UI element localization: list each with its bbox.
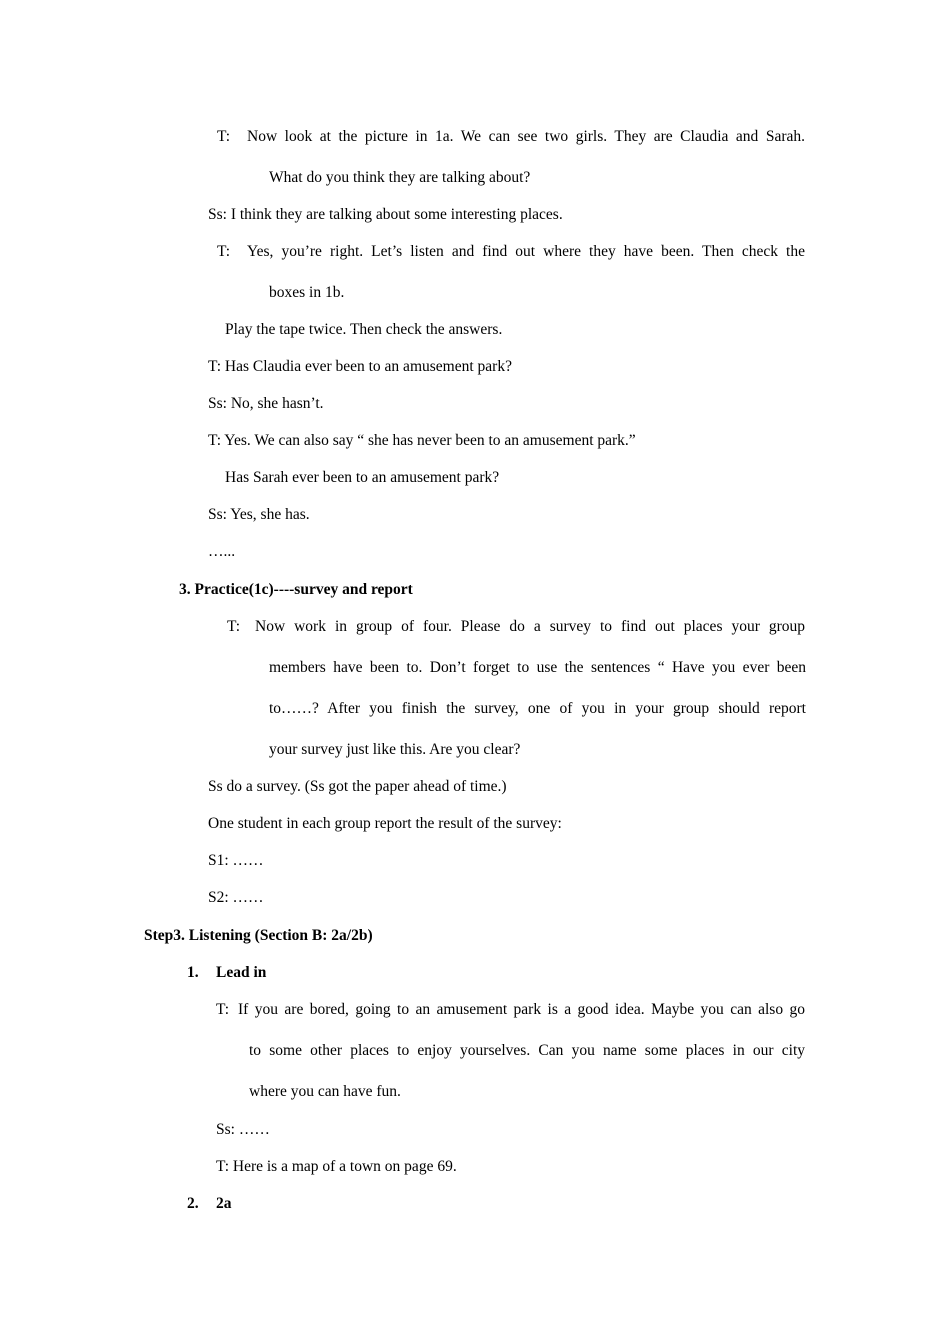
dialogue-line: Yes, you’re right. Let’s listen and find out where they have been. Then check the	[247, 243, 805, 260]
list-number: 1.	[187, 964, 199, 981]
dialogue-line: S2: ……	[208, 889, 264, 906]
dialogue-line: What do you think they are talking about?	[269, 169, 531, 186]
instruction-line: Ss do a survey. (Ss got the paper ahead of time.)	[208, 778, 507, 795]
subsection-heading: 2a	[216, 1195, 232, 1212]
dialogue-line: T: Here is a map of a town on page 69.	[216, 1158, 457, 1175]
speaker-label: T:	[227, 618, 241, 635]
dialogue-line: Ss: ……	[216, 1121, 270, 1138]
instruction-line: Play the tape twice. Then check the answers.	[225, 321, 503, 338]
dialogue-line: to some other places to enjoy yourselves. Can you name some places in our city	[249, 1042, 805, 1059]
ellipsis-line: …...	[208, 543, 236, 560]
section-heading: 3. Practice(1c)----survey and report	[179, 581, 413, 598]
dialogue-line: T: Has Claudia ever been to an amusement park?	[208, 358, 512, 375]
dialogue-line: members have been to. Don’t forget to use the sentences “ Have you ever been	[269, 659, 806, 676]
dialogue-line: S1: ……	[208, 852, 264, 869]
dialogue-line: Ss: No, she hasn’t.	[208, 395, 324, 412]
speaker-label: T:	[217, 128, 231, 145]
dialogue-line: If you are bored, going to an amusement park is a good idea. Maybe you can also go	[238, 1001, 805, 1018]
dialogue-line: your survey just like this. Are you clear?	[269, 741, 521, 758]
instruction-line: One student in each group report the result of the survey:	[208, 815, 562, 832]
dialogue-line: Now work in group of four. Please do a survey to find out places your group	[255, 618, 805, 635]
list-number: 2.	[187, 1195, 199, 1212]
dialogue-line: boxes in 1b.	[269, 284, 345, 301]
dialogue-line: Ss: I think they are talking about some interesting places.	[208, 206, 563, 223]
dialogue-line: Has Sarah ever been to an amusement park?	[225, 469, 500, 486]
subsection-heading: Lead in	[216, 964, 267, 981]
dialogue-line: T: Yes. We can also say “ she has never been to an amusement park.”	[208, 432, 636, 449]
dialogue-line: Now look at the picture in 1a. We can see two girls. They are Claudia and Sarah.	[247, 128, 805, 145]
step-heading: Step3. Listening (Section B: 2a/2b)	[144, 927, 373, 944]
dialogue-line: where you can have fun.	[249, 1083, 401, 1100]
dialogue-line: Ss: Yes, she has.	[208, 506, 310, 523]
dialogue-line: to……? After you finish the survey, one of you in your group should report	[269, 700, 806, 717]
speaker-label: T:	[216, 1001, 230, 1018]
speaker-label: T:	[217, 243, 231, 260]
